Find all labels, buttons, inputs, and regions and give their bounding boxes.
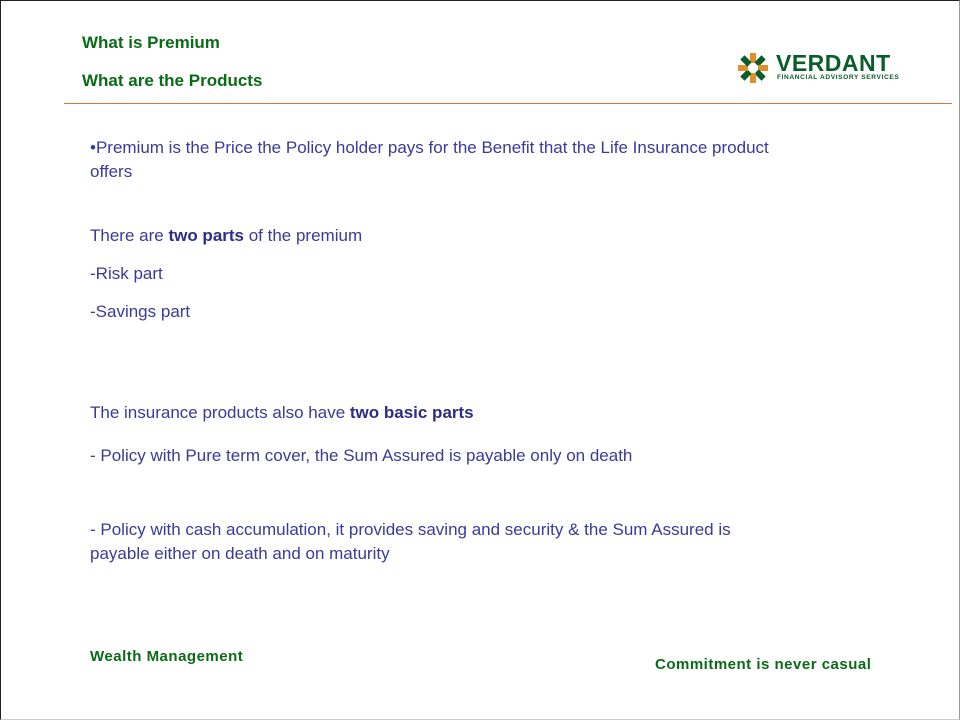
slide-title-products: What are the Products bbox=[82, 71, 263, 90]
bullet: • bbox=[90, 138, 96, 157]
footer-wealth-management: Wealth Management bbox=[90, 648, 244, 665]
premium-parts-prefix: There are bbox=[90, 226, 169, 245]
header-divider bbox=[64, 103, 952, 104]
premium-parts-heading bbox=[90, 224, 362, 248]
premium-definition-text: Premium is the Price the Policy holder pays for the Benefit that the Life Insurance product offers bbox=[90, 138, 769, 181]
verdant-star-icon bbox=[738, 53, 768, 83]
logo-wordmark: VERDANT bbox=[776, 50, 891, 76]
premium-definition bbox=[90, 136, 780, 184]
slide-title-premium: What is Premium bbox=[82, 33, 220, 52]
cash-accumulation-item: - Policy with cash accumulation, it provides saving and security & the Sum Assured is payable either on death and on maturity bbox=[90, 520, 731, 563]
premium-parts-suffix: of the premium bbox=[244, 226, 363, 245]
premium-parts-bold: two parts bbox=[168, 226, 244, 245]
products-heading bbox=[90, 401, 474, 425]
savings-part-item: -Savings part bbox=[90, 302, 191, 321]
products-prefix: The insurance products also have bbox=[90, 403, 350, 422]
footer-tagline: Commitment is never casual bbox=[655, 656, 872, 673]
products-bold: two basic parts bbox=[349, 403, 474, 422]
logo-tagline: FINANCIAL ADVISORY SERVICES bbox=[777, 74, 900, 81]
risk-part-item: -Risk part bbox=[90, 264, 163, 283]
term-cover-item: - Policy with Pure term cover, the Sum Assured is payable only on death bbox=[90, 446, 633, 465]
